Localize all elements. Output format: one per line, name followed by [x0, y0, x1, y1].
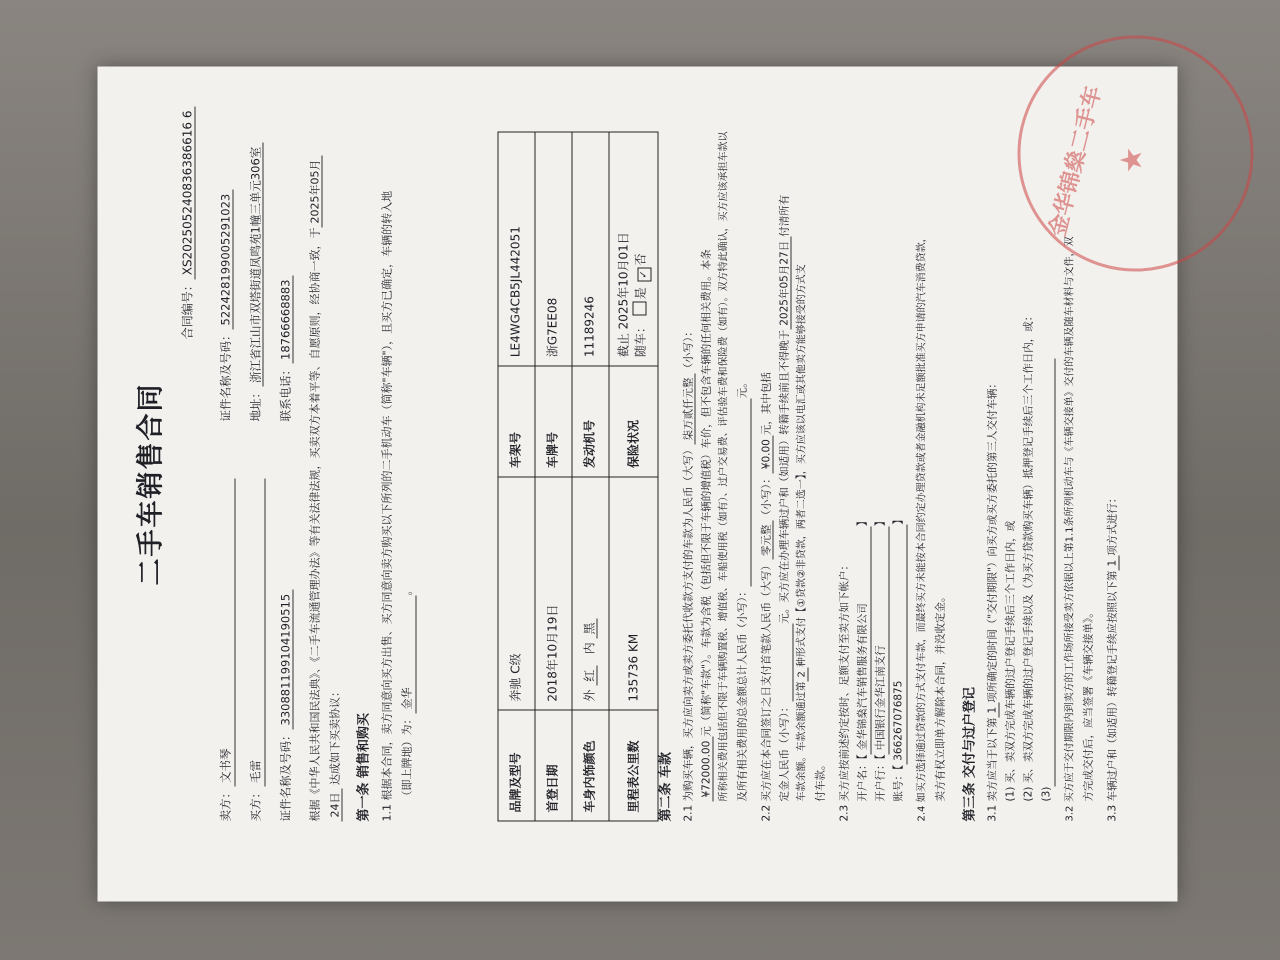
insurance-label: 保险状况: [609, 366, 658, 477]
c21-rest-1: 元（简称"车款"）。车款为含税（包括但不限于车辆的增值税）车价，但不包含车辆的任何相关费用。本条: [700, 249, 713, 737]
table-row: [609, 132, 658, 821]
clause-2-2-line-2: [778, 195, 794, 802]
clause-2-2-line-3: [796, 264, 811, 801]
phone-value: 18766668883: [279, 276, 294, 364]
preamble-text: 根据《中华人民共和国民法典》、《二手车流通管理办法》等有关法律法规，买卖双方本着平等、自愿原则，经协商一致，于: [308, 227, 322, 822]
c22-small-label: （小写）：: [760, 473, 773, 521]
clause-2-2-line-4: 付车款。: [814, 759, 827, 802]
address-row: [248, 143, 265, 422]
preamble-date-2: 24日: [329, 789, 343, 822]
seller-id-label: 证件名称及号码：: [218, 329, 233, 422]
clause-2-1-line-2: [700, 249, 715, 801]
first-reg-label: 首登日期: [535, 710, 572, 821]
insurance-value: [609, 132, 658, 366]
c31-pre: 3.1 卖方应当于以下第: [986, 717, 999, 822]
mileage-label: 里程表公里数: [609, 710, 658, 821]
c22-amount: ¥0.00: [761, 435, 774, 473]
seller-id-value: 522428199005291023: [219, 190, 234, 330]
seller-name: 文书琴: [218, 479, 236, 787]
buyer-id-row: [278, 590, 295, 822]
plate-label: 车牌号: [535, 366, 572, 477]
contract-paper: [98, 67, 1178, 902]
c22-rest-2b: 元。买方应在办理车辆过户和（如适用）转籍手续前且不得晚于: [778, 329, 791, 624]
address-value: 浙江省江山市双塔街道凤鸣苑1幢三单元306室: [249, 143, 264, 387]
clause-3-1-2: (2) 买、卖双方完成车辆的过户登记手续以及（为买方贷款购买车辆）抵押登记手续后三个工作日内，或：: [1022, 310, 1035, 802]
clause-3-2-line-1: 3.2 买方应于交付期限内到卖方的工作场所接受卖方依据以上第1.1条所列机动车与《车辆交接单》交付的车辆及随车材料与文件，双: [1064, 236, 1076, 822]
payee-value: 金华锦燊汽车销售服务有限公司: [856, 526, 872, 754]
buyer-label: 买方：: [248, 787, 263, 822]
bank-label: 开户行：【: [874, 754, 887, 802]
c33-no: 1: [1107, 556, 1120, 571]
preamble-date-1: 2025年05月: [309, 156, 323, 228]
c21-small-label: （小写）：: [682, 326, 695, 374]
c21-amount: ¥72000.00: [701, 737, 714, 802]
with-car-label: 随车：: [633, 321, 648, 358]
payee-bracket: 】: [856, 515, 869, 527]
clause-3-3: [1106, 493, 1121, 822]
clause-3-2-line-2: 方完成交付后，应当签署《车辆交接单》。: [1082, 607, 1095, 802]
destination-value: 金华: [400, 596, 417, 714]
insurance-expiry: 截止 2025年10月01日: [616, 232, 631, 358]
c22-method-no: 2: [797, 667, 809, 681]
c22-rest-2: 定金人民币（小写）：: [778, 701, 791, 802]
clause-1-1: 1.1 根据本合同，卖方同意向买方出售、买方同意向卖方购买以下所列的二手机动车（简称"车辆"），且买方已确定，车辆的转入地: [380, 190, 394, 822]
article-1-heading: 第一条 销售和购买: [356, 712, 372, 822]
account-value: 366267076875: [892, 525, 908, 765]
account-label: 账号：【: [892, 764, 905, 802]
destination-end: 。: [400, 584, 414, 596]
contract-number-value: XS202505240836386616 6: [181, 107, 196, 280]
clause-2-4-line-2: 卖方有权立即单方解除本合同，并没收定金。: [934, 591, 947, 802]
table-row: [572, 132, 609, 821]
no-checkbox[interactable]: ✓: [638, 267, 652, 281]
buyer-name: 毛雷: [248, 479, 266, 787]
table-row: [535, 132, 572, 821]
vin-value: LE4WG4CB5JL442051: [498, 132, 535, 366]
clause-2-4-line-1: 2.4 如买方选择通过贷款的方式支付车款，而最终买方未能按本合同约定办理贷款或者金融机构未足额批准买方申请的汽车消费贷款，: [916, 232, 928, 822]
engine-label: 发动机号: [572, 366, 609, 477]
c22-pre: 2.2 买方应在本合同签订之日支付首笔款人民币（大写）: [760, 559, 773, 822]
interior-color: 黑: [583, 618, 598, 638]
bank-bracket: 】: [874, 515, 887, 527]
mileage-value: 135736 KM: [609, 477, 658, 711]
address-label: 地址：: [248, 387, 263, 422]
phone-row: [278, 276, 295, 422]
first-reg-value: 2018年10月19日: [535, 477, 572, 711]
exterior-prefix: 外: [582, 689, 597, 702]
c21-pre: 2.1 为购买车辆，买方应向卖方或卖方委托代收款方支付的车款为人民币（大写）: [682, 444, 695, 822]
color-label: 车身内饰颜色: [572, 710, 609, 821]
account-row: [892, 514, 908, 801]
clause-2-1-line-3: 所称相关费用包括但不限于车辆购置税、增值税、车船使用税（如有）、过户交易费、评估验车费和保险费（如有）。双方特此确认，买方应该承担车款以: [718, 131, 730, 802]
preamble-text-2: 达成如下买卖协议：: [328, 686, 342, 785]
c22-deadline: 2025年05月27日: [779, 237, 792, 330]
c21-amount-cn: 柒万贰仟元整: [683, 373, 696, 444]
bank-value: 中国银行金华江南支行: [874, 526, 890, 754]
clause-3-1: [986, 378, 1001, 821]
buyer-id-value: 330881199104190515: [279, 590, 294, 730]
c33-pre: 3.3 车辆过户和（如适用）转籍登记手续应按照以下第: [1106, 570, 1119, 822]
c22-rest-2c: 付清所有: [778, 194, 791, 237]
contract-number-label: 合同编号：: [180, 279, 195, 340]
clause-3-1-1: (1) 买、卖双方完成车辆的过户登记手续后三个工作日内，或: [1004, 520, 1017, 802]
contract-number: [180, 107, 197, 340]
no-label: 否: [633, 253, 648, 266]
payee-label: 开户名：【: [856, 754, 869, 802]
c31-3-label: (3): [1040, 786, 1053, 802]
stamp-text: 金华锦燊二手车: [1045, 83, 1107, 240]
insurance-with-car: [633, 141, 652, 358]
c22-cn: 零元整: [761, 520, 774, 560]
c33-post: 项方式进行：: [1106, 492, 1119, 556]
preamble-line-2: [328, 686, 344, 822]
c22-rest-1: 元，其中包括: [760, 372, 773, 436]
clause-3-1-3: [1040, 359, 1056, 802]
clause-2-1-line-4: [736, 377, 752, 801]
buyer-id-label: 证件名称及号码：: [278, 729, 293, 822]
plate-value: 浙G7EE08: [535, 132, 572, 366]
clause-1-1-destination: [400, 585, 417, 802]
contract-title: 二手车销售合同: [135, 382, 167, 586]
c21-rest-3: 及所有相关费用的总金额总计人民币（小写）：: [736, 586, 749, 802]
seller-id-row: [218, 190, 235, 422]
c22-rest-3: 车款余额。车款余额通过第: [796, 681, 808, 802]
yes-label: 是: [633, 287, 648, 300]
destination-label: （即上牌地）为：: [400, 713, 414, 802]
phone-label: 联系电话：: [278, 364, 293, 422]
vehicle-table: [498, 132, 659, 822]
buyer-row: [248, 479, 266, 822]
c21-rest-3-end: 元。: [736, 377, 749, 399]
c22-rest-3b: 种形式支付【①贷款②非贷款，两者二选一】，买方应该以电汇或其他卖方能够接受的方式支: [796, 264, 808, 668]
clause-2-2-line-1: [760, 372, 775, 821]
company-stamp: [1018, 36, 1254, 272]
exterior-color: 红: [583, 666, 598, 686]
account-bracket: 】: [892, 514, 905, 525]
seller-row: [218, 479, 236, 822]
article-3-heading: 第三条 交付与过户登记: [962, 686, 978, 822]
clause-2-3: 2.3 买方应按前述约定按时、足额支付至卖方如下帐户：: [838, 559, 851, 822]
clause-2-1-line-1: [682, 326, 697, 821]
bank-row: [874, 516, 890, 802]
brand-label: 品牌及型号: [498, 710, 535, 821]
c31-no: 1: [987, 703, 1000, 718]
payee-row: [856, 516, 872, 802]
yes-checkbox[interactable]: [633, 301, 647, 315]
color-value: [572, 477, 609, 711]
article-2-heading: 第二条 车款: [658, 751, 674, 822]
interior-prefix: 内: [582, 642, 597, 655]
preamble-line-1: [308, 156, 324, 822]
brand-value: 奔驰 C级: [498, 477, 535, 711]
vin-label: 车架号: [498, 366, 535, 477]
table-row: [498, 132, 535, 821]
engine-value: 11189246: [572, 132, 609, 366]
c31-rest: 项所确定的时间（"交付期限"）向买方或买方委托的第三人交付车辆：: [986, 378, 999, 703]
seller-label: 卖方：: [218, 787, 233, 822]
stamp-star-icon: ★: [1114, 146, 1150, 174]
